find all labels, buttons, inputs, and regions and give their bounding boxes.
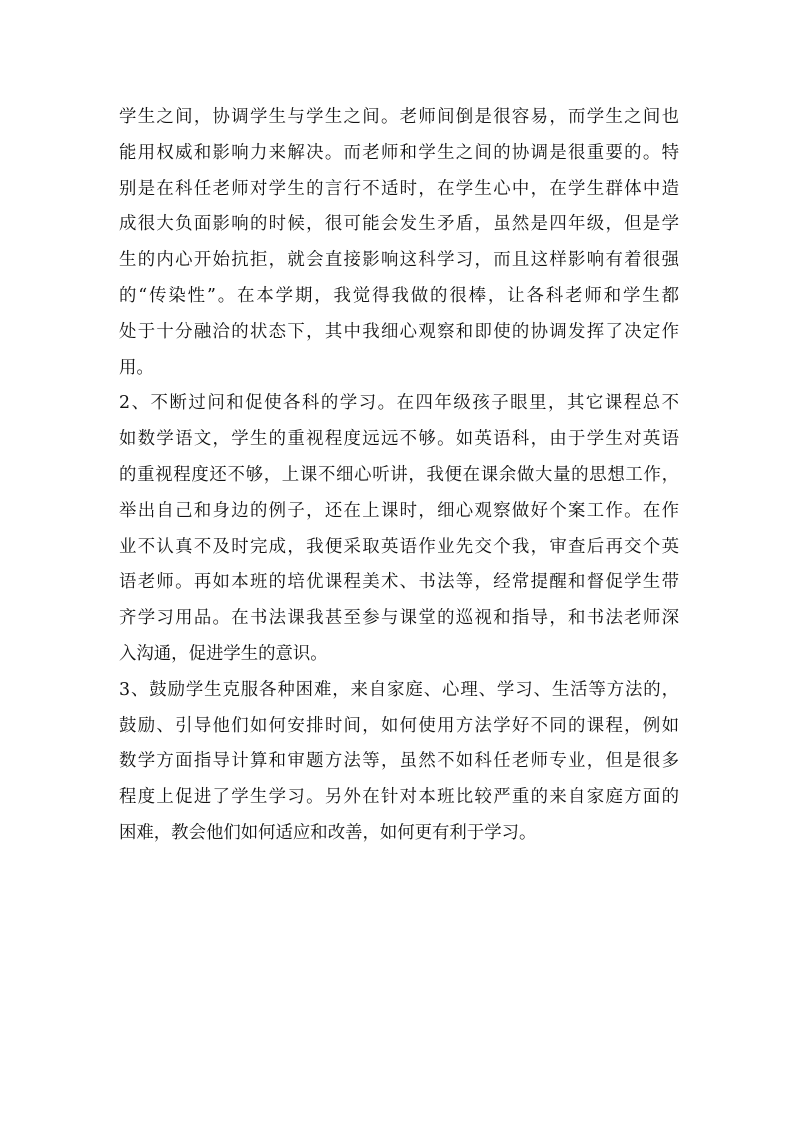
text-line: 用。: [119, 357, 154, 378]
text-line: 生的内心开始抗拒，就会直接影响这科学习，而且这样影响有着很强: [119, 250, 679, 271]
text-line: 程度上促进了学生学习。另外在针对本班比较严重的来自家庭方面的: [119, 787, 679, 808]
text-line: 成很大负面影响的时候，很可能会发生矛盾，虽然是四年级，但是学: [119, 214, 679, 235]
text-line: 困难，教会他们如何适应和改善，如何更有利于学习。: [119, 822, 537, 843]
text-line: 语老师。再如本班的培优课程美术、书法等，经常提醒和督促学生带: [119, 572, 679, 593]
text-line: 的“传染性”。在本学期，我觉得我做的很棒，让各科老师和学生都: [119, 285, 679, 306]
text-line: 鼓励、引导他们如何安排时间，如何使用方法学好不同的课程，例如: [119, 715, 679, 736]
text-line: 入沟通，促进学生的意识。: [119, 643, 328, 664]
text-line: 学生之间，协调学生与学生之间。老师间倒是很容易，而学生之间也: [119, 107, 679, 127]
text-line: 3、鼓励学生克服各种困难，来自家庭、心理、学习、生活等方法的，: [119, 679, 679, 700]
text-line: 别是在科任老师对学生的言行不适时，在学生心中，在学生群体中造: [119, 178, 679, 199]
text-line: 数学方面指导计算和审题方法等，虽然不如科任老师专业，但是很多: [119, 751, 679, 772]
body-text: [119, 100, 679, 852]
text-line: 业不认真不及时完成，我便采取英语作业先交个我，审查后再交个英: [119, 536, 679, 557]
text-line: 如数学语文，学生的重视程度远远不够。如英语科，由于学生对英语: [119, 429, 679, 450]
text-line: 举出自己和身边的例子，还在上课时，细心观察做好个案工作。在作: [119, 500, 679, 521]
text-line: 处于十分融洽的状态下，其中我细心观察和即使的协调发挥了决定作: [119, 321, 679, 342]
text-line: 能用权威和影响力来解决。而老师和学生之间的协调是很重要的。特: [119, 142, 679, 163]
text-line: 2、不断过问和促使各科的学习。在四年级孩子眼里，其它课程总不: [119, 393, 679, 414]
text-line: 的重视程度还不够，上课不细心听讲，我便在课余做大量的思想工作，: [119, 464, 679, 485]
text-line: 齐学习用品。在书法课我甚至参与课堂的巡视和指导，和书法老师深: [119, 608, 679, 629]
